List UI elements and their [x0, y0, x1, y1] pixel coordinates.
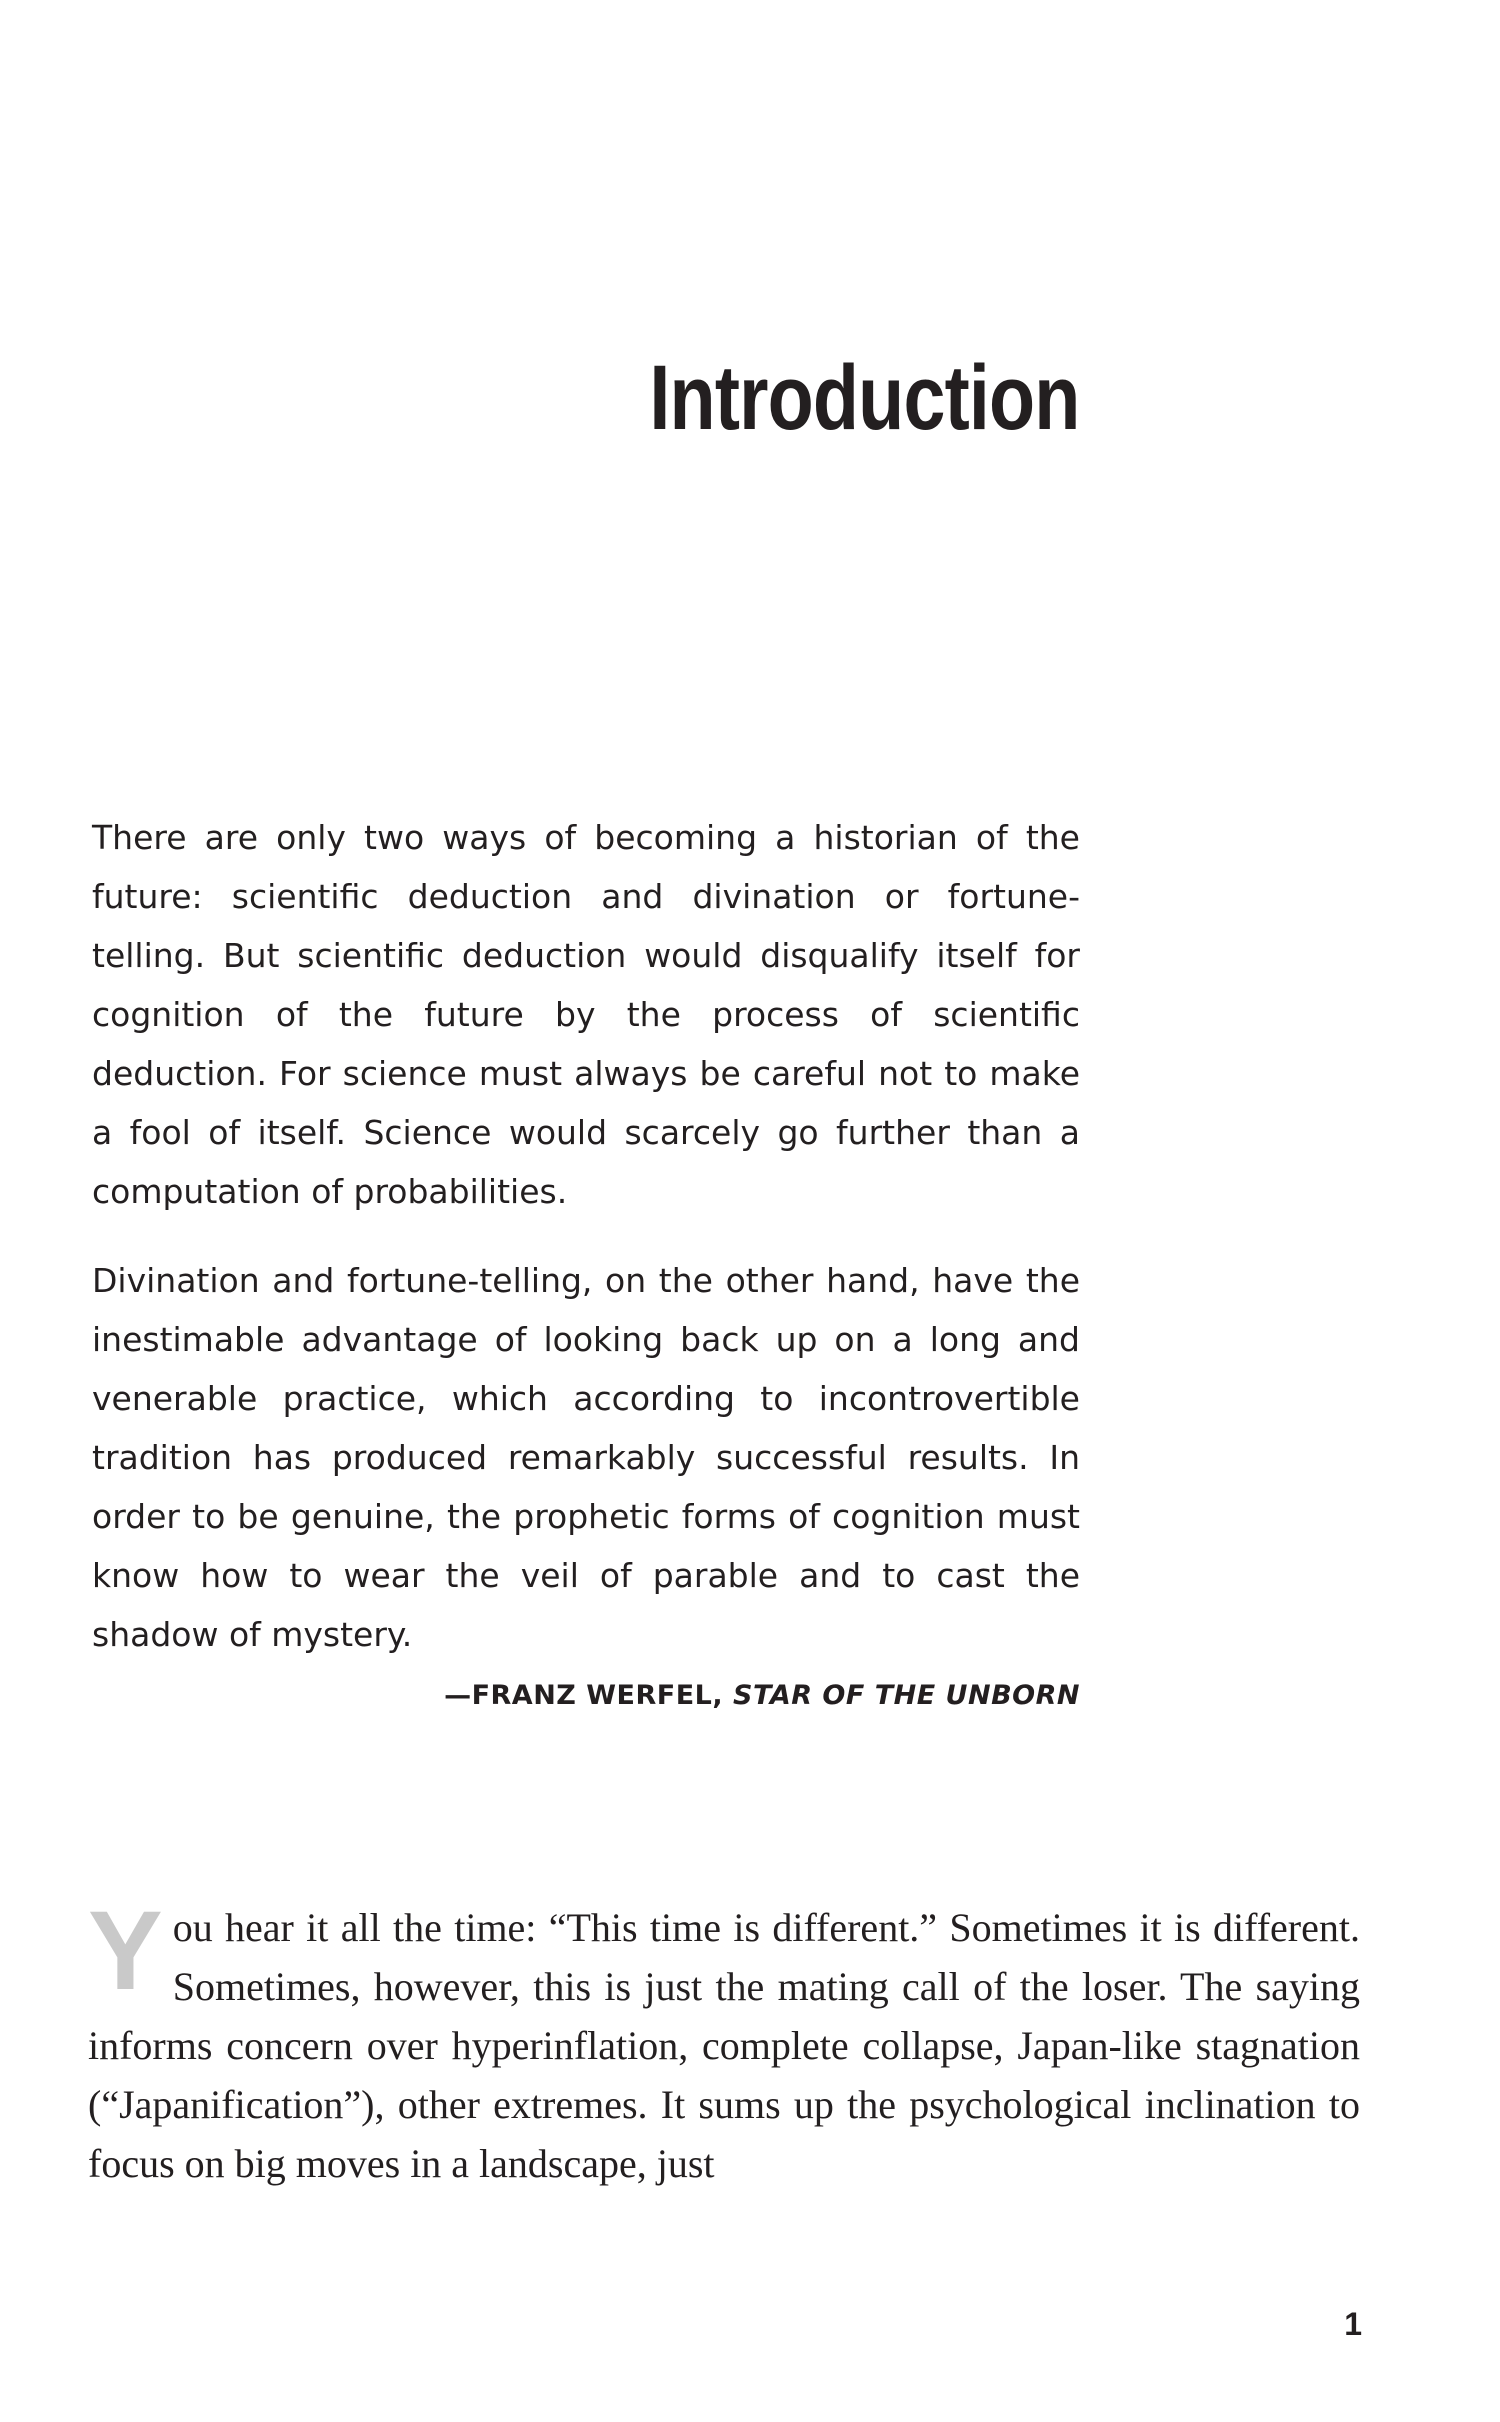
- epigraph-paragraph: There are only two ways of becoming a historian of the future: scientific deduction and divination or fortune-telling. But scientific deduction would disqualify itself for cognition of the future by the process of scientific deduction. For science must always be careful not to make a fool of itself. Science would scarcely go further than a computation of probabilities.: [92, 818, 1080, 1211]
- epigraph-paragraph: Divination and fortune-telling, on the other hand, have the inestimable advantage of looking back up on a long and venerable practice, which according to incontrovertible tradition has produced remarkably successful results. In order to be genuine, the prophetic forms of cognition must know how to wear the veil of parable and to cast the shadow of mystery.: [92, 1261, 1080, 1654]
- drop-cap: Y: [88, 1888, 163, 2013]
- body-paragraph: [88, 1888, 1360, 2193]
- chapter-title: Introduction: [649, 347, 1080, 449]
- page-number: 1: [1344, 2306, 1362, 2342]
- epigraph: [92, 808, 1080, 1716]
- epigraph-attribution: [92, 1676, 1080, 1716]
- attribution-author: —FRANZ WERFEL,: [444, 1680, 724, 1711]
- attribution-work-title: STAR OF THE UNBORN: [733, 1680, 1080, 1711]
- body-paragraph-text: ou hear it all the time: “This time is different.” Sometimes it is different. Sometimes, however, this is just the mating call of the loser. The saying informs concern over hyperinflation, complete collapse, Japan-like stagnation (“Japanification”), other extremes. It sums up the psychological inclination to focus on big moves in a landscape, just: [88, 1905, 1360, 2186]
